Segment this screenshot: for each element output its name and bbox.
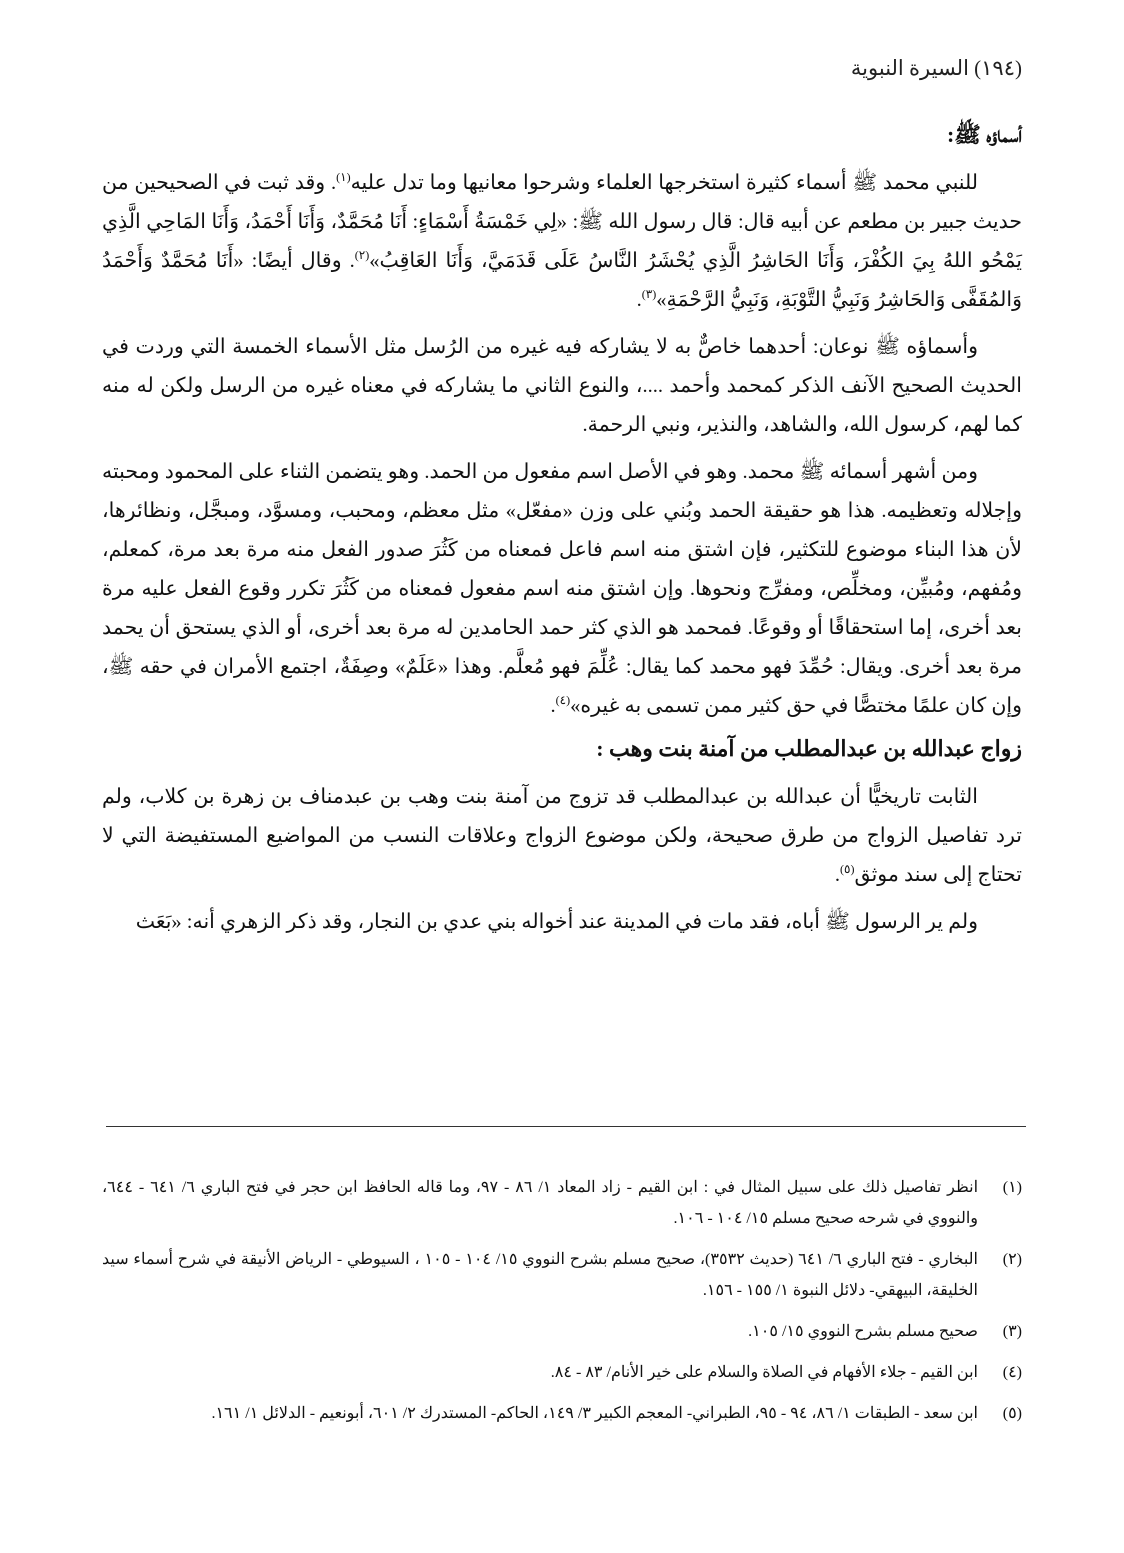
main-text: [102, 116, 1022, 950]
footnote-item: [102, 1244, 1022, 1306]
footnote-number: (٢): [1002, 1251, 1022, 1268]
footnote-divider: [106, 1126, 1026, 1127]
footnote-text: ابن سعد - الطبقات ١/ ٨٦، ٩٤ - ٩٥، الطبراني- المعجم الكبير ٣/ ١٤٩، الحاكم- المستدرك ٢/ ٦٠١، أبونعيم - الدلائل ١/ ١٦١.: [211, 1405, 978, 1422]
footnotes: [102, 1172, 1022, 1439]
footnote-number: (١): [1002, 1179, 1022, 1196]
footnote-number: (٣): [1002, 1323, 1022, 1340]
paragraph-1: [102, 164, 1022, 320]
paragraph-3-end: .: [550, 695, 556, 717]
footnote-ref-5: (٥): [840, 862, 855, 877]
footnote-ref-1: (١): [336, 170, 351, 185]
paragraph-3-text: ومن أشهر أسمائه ﷺ محمد. وهو في الأصل اسم مفعول من الحمد. وهو يتضمن الثناء على المحمود ومحبته وإجلاله وتعظيمه. هذا هو حقيقة الحمد وبُني على وزن «مفعّل» مثل معظم، ومحبب، ومسوَّد، ومبجَّل، ونظائرها، لأن هذا البناء موضوع للتكثير، فإن اشتق منه اسم فاعل فمعناه من كَثُرَ صدور الفعل منه مرة بعد مرة، كمعلم، ومُفهم، ومُبيِّن، ومخلِّص، ومفرِّج ونحوها. وإن اشتق منه اسم مفعول فمعناه من كَثُرَ تكرر وقوع الفعل عليه مرة بعد أخرى، إما استحقاقًا أو وقوعًا. فمحمد هو الذي كثر حمد الحامدين له مرة بعد أخرى، أو الذي يستحق أن يحمد مرة بعد أخرى. ويقال: حُمِّدَ فهو محمد كما يقال: عُلِّمَ فهو مُعلَّم. وهذا «عَلَمٌ» وصِفَةٌ، اجتمع الأمران في حقه ﷺ، وإن كان علمًا مختصًّا في حق كثير ممن تسمى به غيره»: [102, 461, 1022, 717]
paragraph-1-text-2: . وقد ثبت في الصحيحين من حديث جبير بن مطعم عن أبيه قال: قال رسول الله ﷺ: «لِي خَمْسَةُ أَسْمَاءٍ: أَنَا مُحَمَّدٌ، وَأَنَا أَحْمَدُ، وَأَنَا المَاحِي الَّذِي يَمْحُو اللهُ بِيَ الكُفْرَ، وَأَنَا الحَاشِرُ الَّذِي يُحْشَرُ النَّاسُ عَلَى قَدَمَيَّ، وَأَنَا العَاقِبُ»: [102, 172, 1023, 272]
paragraph-1-text: للنبي محمد ﷺ أسماء كثيرة استخرجها العلماء وشرحوا معانيها وما تدل عليه: [350, 172, 978, 194]
section-heading-names: أسماؤه ﷺ:: [946, 122, 1022, 147]
footnote-number: (٥): [1002, 1405, 1022, 1422]
paragraph-3: [102, 453, 1022, 726]
footnote-text: ابن القيم - جلاء الأفهام في الصلاة والسلام على خير الأنام/ ٨٣ - ٨٤.: [550, 1364, 978, 1381]
paragraph-4-end: .: [834, 864, 841, 886]
footnote-item: [102, 1357, 1022, 1388]
paragraph-4: [102, 778, 1022, 895]
footnote-text: البخاري - فتح الباري ٦/ ٦٤١ (حديث ٣٥٣٢)، صحيح مسلم بشرح النووي ١٥/ ١٠٤ - ١٠٥ ، السيوطي - الرياض الأنيقة في شرح أسماء سيد الخليقة، البيهقي- دلائل النبوة ١/ ١٥٥ - ١٥٦.: [102, 1251, 978, 1299]
paragraph-5: ولم ير الرسول ﷺ أباه، فقد مات في المدينة عند أخواله بني عدي بن النجار، وقد ذكر الزهري أنه: «بَعَث: [135, 911, 978, 933]
footnote-number: (٤): [1002, 1364, 1022, 1381]
section-heading-marriage: زواج عبدالله بن عبدالمطلب من آمنة بنت وهب :: [596, 736, 1022, 761]
footnote-ref-3: (٣): [641, 287, 657, 302]
running-head: (١٩٤) السيرة النبوية: [850, 56, 1022, 80]
footnote-text: انظر تفاصيل ذلك على سبيل المثال في : ابن القيم - زاد المعاد ١/ ٨٦ - ٩٧، وما قاله الحافظ ابن حجر في فتح الباري ٦/ ٦٤١ - ٦٤٤، والنووي في شرحه صحيح مسلم ١٥/ ١٠٤ - ١٠٦.: [102, 1179, 979, 1227]
paragraph-1-text-3: . وقال أيضًا: «أَنَا مُحَمَّدٌ وَأَحْمَدُ وَالمُقَفَّى وَالحَاشِرُ وَنَبِيُّ التَّوْبَةِ، وَنَبِيُّ الرَّحْمَةِ»: [102, 250, 1022, 311]
footnote-item: [102, 1316, 1022, 1347]
footnote-text: صحيح مسلم بشرح النووي ١٥/ ١٠٥.: [748, 1323, 978, 1340]
footnote-ref-4: (٤): [555, 693, 571, 708]
footnote-item: [102, 1172, 1022, 1234]
paragraph-2: وأسماؤه ﷺ نوعان: أحدهما خاصٌّ به لا يشاركه فيه غيره من الرُسل مثل الأسماء الخمسة التي وردت في الحديث الصحيح الآنف الذكر كمحمد وأحمد ....، والنوع الثاني ما يشاركه في معناه غيره من الرسل ولكن له منه كما لهم، كرسول الله، والشاهد، والنذير، ونبي الرحمة.: [102, 336, 1022, 436]
footnote-ref-2: (٢): [354, 248, 370, 263]
paragraph-1-end: .: [636, 289, 642, 311]
paragraph-4-text: الثابت تاريخيًّا أن عبدالله بن عبدالمطلب قد تزوج من آمنة بنت وهب بن عبدمناف بن زهرة بن كلاب، ولم ترد تفاصيل الزواج من طرق صحيحة، ولكن موضوع الزواج وعلاقات النسب من المواضيع المستفيضة التي لا تحتاج إلى سند موثق: [102, 786, 1022, 886]
footnote-item: [102, 1398, 1022, 1429]
